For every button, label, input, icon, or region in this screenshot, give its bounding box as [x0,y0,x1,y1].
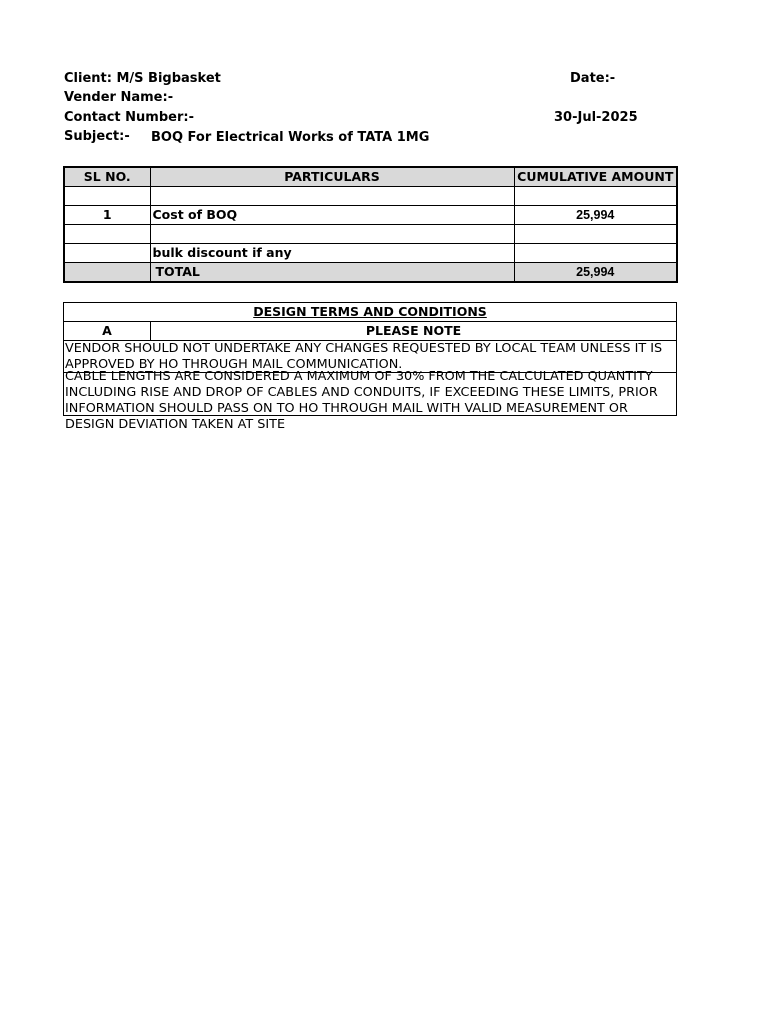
clause-text: CABLE LENGTHS ARE CONSIDERED A MAXIMUM OF 30% FROM THE CALCULATED QUANTITY INCLUDING RISE AND DROP OF CABLES AND CONDUITS, IF EXCEEDING THESE LIMITS, PRIOR INFORMATION SHOULD PASS ON TO HO THROUGH MAIL WITH VALID MEASUREMENT OR DESIGN DEVIATION TAKEN AT SITE [65,369,658,432]
terms-title-row [64,303,677,322]
date-label: Date:- [570,71,616,86]
boq-header-row [64,167,677,187]
table-row [64,206,677,225]
clause-row [64,341,677,373]
total-amount: 25,994 [514,263,677,283]
terms-title: DESIGN TERMS AND CONDITIONS [64,303,677,322]
section-letter: A [64,322,151,341]
amount-cell [514,187,677,206]
client-label: Client: M/S Bigbasket [64,71,221,86]
table-row [64,244,677,263]
contact-number-label: Contact Number:- [64,110,194,125]
table-row [64,187,677,206]
sl-cell [64,225,150,244]
subject-label: Subject:- [64,129,130,144]
clause-text: VENDOR SHOULD NOT UNDERTAKE ANY CHANGES REQUESTED BY LOCAL TEAM UNLESS IT IS APPROVED BY HO THROUGH MAIL COMMUNICATION. [65,341,663,372]
column-header-particulars: PARTICULARS [150,167,514,187]
table-row [64,225,677,244]
vender-name-label: Vender Name:- [64,90,174,105]
total-row [64,263,677,283]
terms-section-row [64,322,677,341]
date-value: 30-Jul-2025 [554,110,638,125]
amount-cell [514,244,677,263]
column-header-sl-no: SL NO. [64,167,150,187]
sl-cell [64,244,150,263]
section-heading: PLEASE NOTE [151,322,677,341]
terms-table [63,302,677,432]
particulars-cell [150,225,514,244]
total-label: TOTAL [150,263,514,283]
subject-value: BOQ For Electrical Works of TATA 1MG [151,130,430,145]
particulars-cell: bulk discount if any [150,244,514,263]
particulars-cell [150,187,514,206]
clause-row [64,373,677,416]
particulars-cell: Cost of BOQ [150,206,514,225]
amount-cell [514,225,677,244]
total-sl-cell [64,263,150,283]
column-header-cumulative-amount: CUMULATIVE AMOUNT [514,167,677,187]
boq-table [63,166,678,283]
amount-cell: 25,994 [514,206,677,225]
sl-cell [64,187,150,206]
sl-cell: 1 [64,206,150,225]
